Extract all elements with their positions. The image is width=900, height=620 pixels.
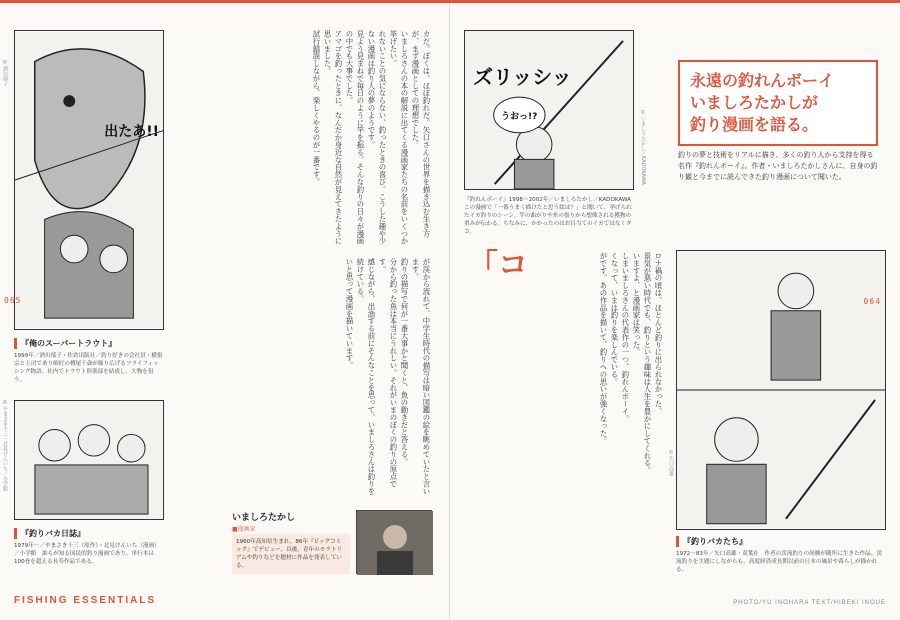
paragraph: が渓から流れて、中学生時代の描写は暗い図鑑の絵を眺めていたと言います。 (411, 258, 431, 495)
manga-panel-trout (14, 30, 164, 330)
top-accent-bar (450, 0, 900, 3)
paragraph: 試行錯誤しながら、楽しくやるのが一番です。 (312, 30, 321, 186)
sfx-zuri: ズリッシッ (473, 65, 572, 89)
top-accent-bar (0, 0, 450, 3)
credit-left-mid: ©やまさき十三・北見けんいち／小学館 (2, 400, 8, 491)
paragraph: しまいましろさんの代表作の一つ、釣れんボーイ。 (621, 252, 630, 423)
credit-right-mid: ©いましろたかし／KADOKAWA (640, 110, 646, 185)
paragraph: がです。あの作品を描いて、釣りへの思いが強くなった。 (599, 252, 608, 445)
quote-mark: 「コ (468, 248, 528, 283)
sfx-deta: 出たあ!! (104, 124, 159, 140)
caption-title-ore-no-trout: 『俺のスーパートラウト』 (14, 338, 116, 349)
tsuribakatachi-illustration (677, 251, 885, 529)
trout-illustration (15, 31, 163, 329)
author-portrait (357, 511, 433, 575)
author-photo (356, 510, 432, 574)
manga-panel-tsurenboy (464, 30, 634, 190)
text-column-left-lower (170, 258, 432, 498)
paragraph: 分から釣った魚は本当にうれしい。それがいまのぼくの釣りの原点です。 (378, 258, 398, 488)
text-column-right (464, 252, 664, 582)
paragraph: 感じながら、出漁する前にそんなことを思って、いましろさんは釣りを続けている。 (356, 258, 376, 495)
caption-body-tsurenboy: 『釣れんボーイ』1998〜2002年／いましろたかし／KADOKAWA この漫画で「一番うまく描けたと思う絵は？」と聞いて、挙げられたイカ釣りのシーン。竿の曲がりや糸の張りから想像される獲物の重みが伝わる。ちなみに、かかったのはお目当てのイカではなくタコ。 (464, 197, 637, 235)
manga-panel-tsuribakatachi (676, 250, 886, 530)
caption-body-tsuribakatachi: 1972〜83年／矢口高雄・双葉社 作者の渓流釣りの経験が随所に生きた作品。渓流釣りを主題にしながらも、高度経済成長期以前の日本の風景や暮らしが描かれる。 (676, 551, 882, 573)
text-column-left-upper (170, 30, 432, 250)
paragraph: カだ。ぼくは、ほぼ釣れだ。矢口さんの世界を描き込む生き方が、まず漫画としての理想でした。 (411, 30, 431, 238)
page-number-left: 065 (4, 296, 22, 305)
manga-panel-tsuribaka (14, 400, 164, 520)
caption-body-ore-no-trout: 1999年／酒川郁子・佐倉出版社／釣り好きの会社員・横張宗と上司であり師匠の樽尾千歳が繰り広げるフライフィッシング物語。社内でトラウト倶楽部を結成し、大物を狙う。 (14, 353, 163, 383)
paragraph: アマゴを釣ったときに、なんだか身近な自然が見えてきたように思いました。 (323, 30, 343, 245)
paragraph: 見よう見まねで毎日のように竿を振る。そんな釣りの日々が漫画の中でも大事でした。 (345, 30, 365, 245)
caption-title-tsuribakatachi: 『釣りバカたち』 (676, 536, 747, 547)
profile-tag: ■漫画家 (232, 526, 256, 533)
paragraph: 釣りの描写で何が一番大事かと聞くと、魚の動きだと答える。 (400, 258, 409, 466)
paragraph: いと思って漫画を描いています。 (345, 258, 354, 369)
caption-title-tsuribaka: 『釣りバカ日誌』 (14, 528, 85, 539)
headline-line-3: 釣り漫画を語る。 (690, 115, 819, 134)
paragraph: いましろさんの本の解説に出てくる漫画家たちの名前をいくつか挙げたい。 (389, 30, 409, 245)
credit-right-low: ©矢口高雄 (668, 450, 674, 476)
paragraph: 景気が悪い時代でも、釣りという趣味は人生を豊かにしてくれる。 (643, 252, 652, 474)
paragraph: くなって、いまは釣りを楽しんでいる。 (610, 252, 619, 386)
paragraph: いますよ、と漫画家は笑った。 (632, 252, 641, 356)
footer-credit: PHOTO/YU INOHARA TEXT/HIBEKI INOUE (733, 600, 886, 606)
sfx-uo: うおっ!? (501, 112, 538, 122)
credit-left-top: ©酒川郁子 (2, 60, 8, 86)
lead-text: 釣りの夢と技術をリアルに描き、多くの釣り人から支持を得る名作『釣れんボーイ』。作者・いましろたかしさんに、自身の釣り観と今までに読んできた釣り漫画について聞いた。 (678, 151, 878, 181)
right-page (450, 0, 900, 620)
paragraph: ロナ禍の頃は、ほとんど釣りに出られなかった。 (654, 252, 663, 415)
headline-line-2: いましろたかしが (690, 93, 819, 112)
page-number-right: 064 (863, 297, 881, 306)
profile-body: 1960年高知県生まれ。86年『ビッグコミック』でデビュー。以後、青年のモラトリアムや釣りなどを題材に作品を発表している。 (232, 534, 350, 574)
profile-name: いましろたかし (232, 513, 296, 523)
paragraph: れないことの気にならない、釣ったときの喜び。こうした趣や少ない漫画は釣り人の夢のようです。 (367, 30, 387, 245)
footer-brand: FISHING ESSENTIALS (14, 595, 157, 606)
tsuribaka-illustration (15, 401, 163, 519)
headline-box (678, 60, 878, 146)
caption-body-tsuribaka: 1979年〜／やまさき十三（原作）・北見けんいち（漫画）／小学館 誰もが知る国民的釣り漫画であり、単行本は100巻を超える長寿作品である。 (14, 543, 160, 565)
tsurenboy-illustration (465, 31, 633, 189)
headline-line-1: 永遠の釣れんボーイ (690, 71, 835, 90)
